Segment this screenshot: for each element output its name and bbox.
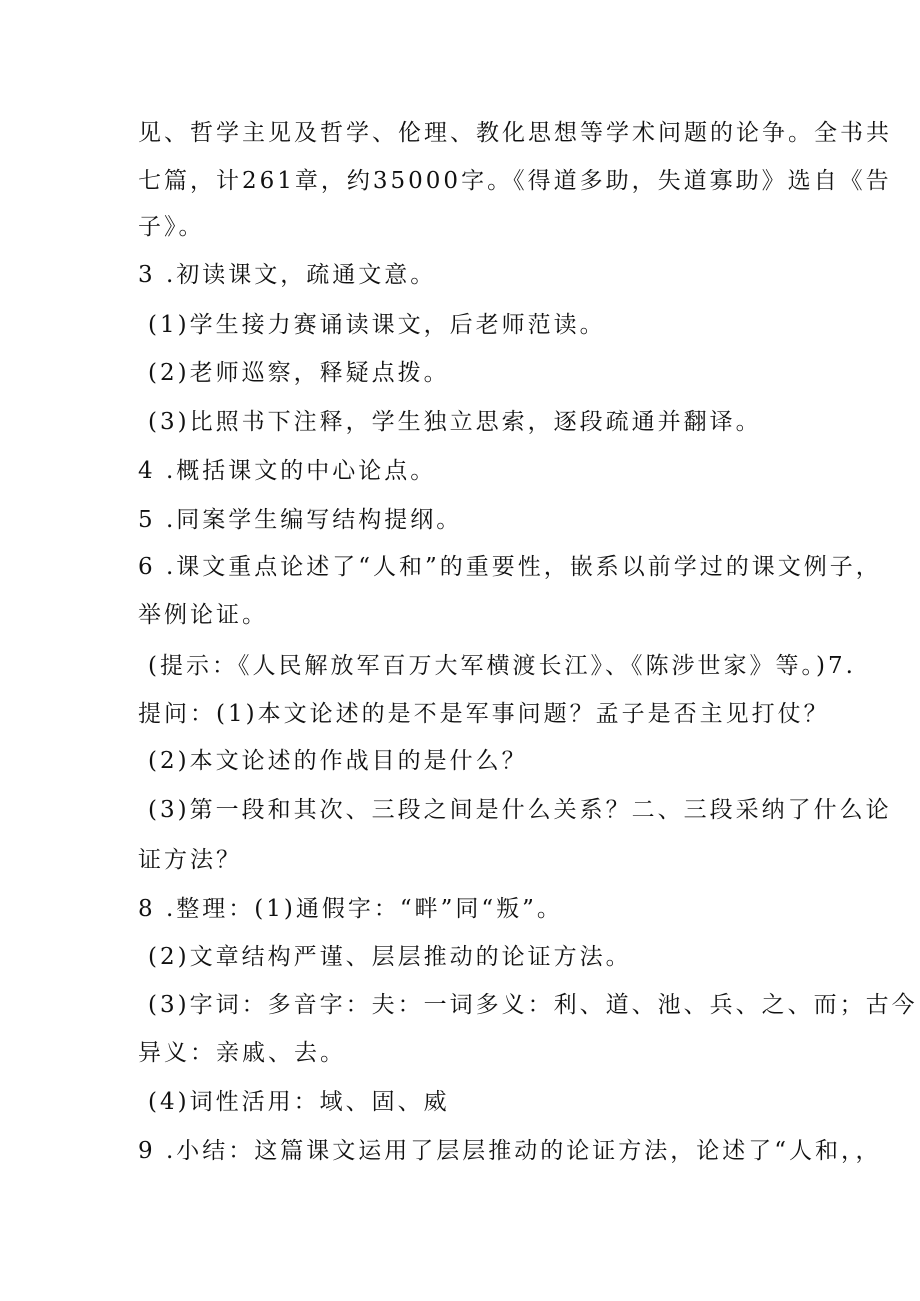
item-3-sub-1: (1)学生接力赛诵读课文，后老师范读。 — [148, 312, 606, 338]
item-4-heading: 4 .概括课文的中心论点。 — [138, 458, 437, 484]
item-8-sub-3: (3)字词：多音字：夫：一词多义：利、道、池、兵、之、而；古今 — [148, 992, 918, 1018]
text-line-1: 见、哲学主见及哲学、伦理、教化思想等学术问题的论争。全书共 — [138, 120, 892, 146]
item-7-question-3-continued: 证方法？ — [138, 847, 242, 873]
item-8-heading: 8 .整理：(1)通假字：“畔”同“叛”。 — [138, 896, 563, 922]
item-7-question-3: (3)第一段和其次、三段之间是什么关系？二、三段采纳了什么论 — [148, 797, 892, 823]
item-9-heading: 9 .小结：这篇课文运用了层层推动的论证方法，论述了“人和，， — [138, 1138, 882, 1164]
item-8-sub-3-continued: 异义：亲戚、去。 — [138, 1040, 346, 1066]
item-6-heading: 6 .课文重点论述了“人和”的重要性，嵌系以前学过的课文例子， — [138, 554, 882, 580]
hint-line: (提示：《人民解放军百万大军横渡长江》、《陈涉世家》等。)7. — [148, 653, 856, 679]
item-7-question-2: (2)本文论述的作战目的是什么？ — [148, 748, 528, 774]
text-line-3: 子》。 — [138, 214, 205, 240]
item-7-question-1: 提问：(1)本文论述的是不是军事问题？孟子是否主见打仗？ — [138, 701, 830, 727]
item-6-continued: 举例论证。 — [138, 602, 268, 628]
item-3-heading: 3 .初读课文，疏通文意。 — [138, 262, 437, 288]
text-line-2: 七篇，计261章，约35000字。《得道多助，失道寡助》选自《告 — [138, 168, 892, 194]
item-3-sub-3: (3)比照书下注释，学生独立思索，逐段疏通并翻译。 — [148, 409, 762, 435]
item-5-heading: 5 .同案学生编写结构提纲。 — [138, 507, 463, 533]
item-8-sub-2: (2)文章结构严谨、层层推动的论证方法。 — [148, 944, 632, 970]
item-3-sub-2: (2)老师巡察，释疑点拨。 — [148, 360, 450, 386]
item-8-sub-4: (4)词性活用：域、固、威 — [148, 1089, 450, 1115]
